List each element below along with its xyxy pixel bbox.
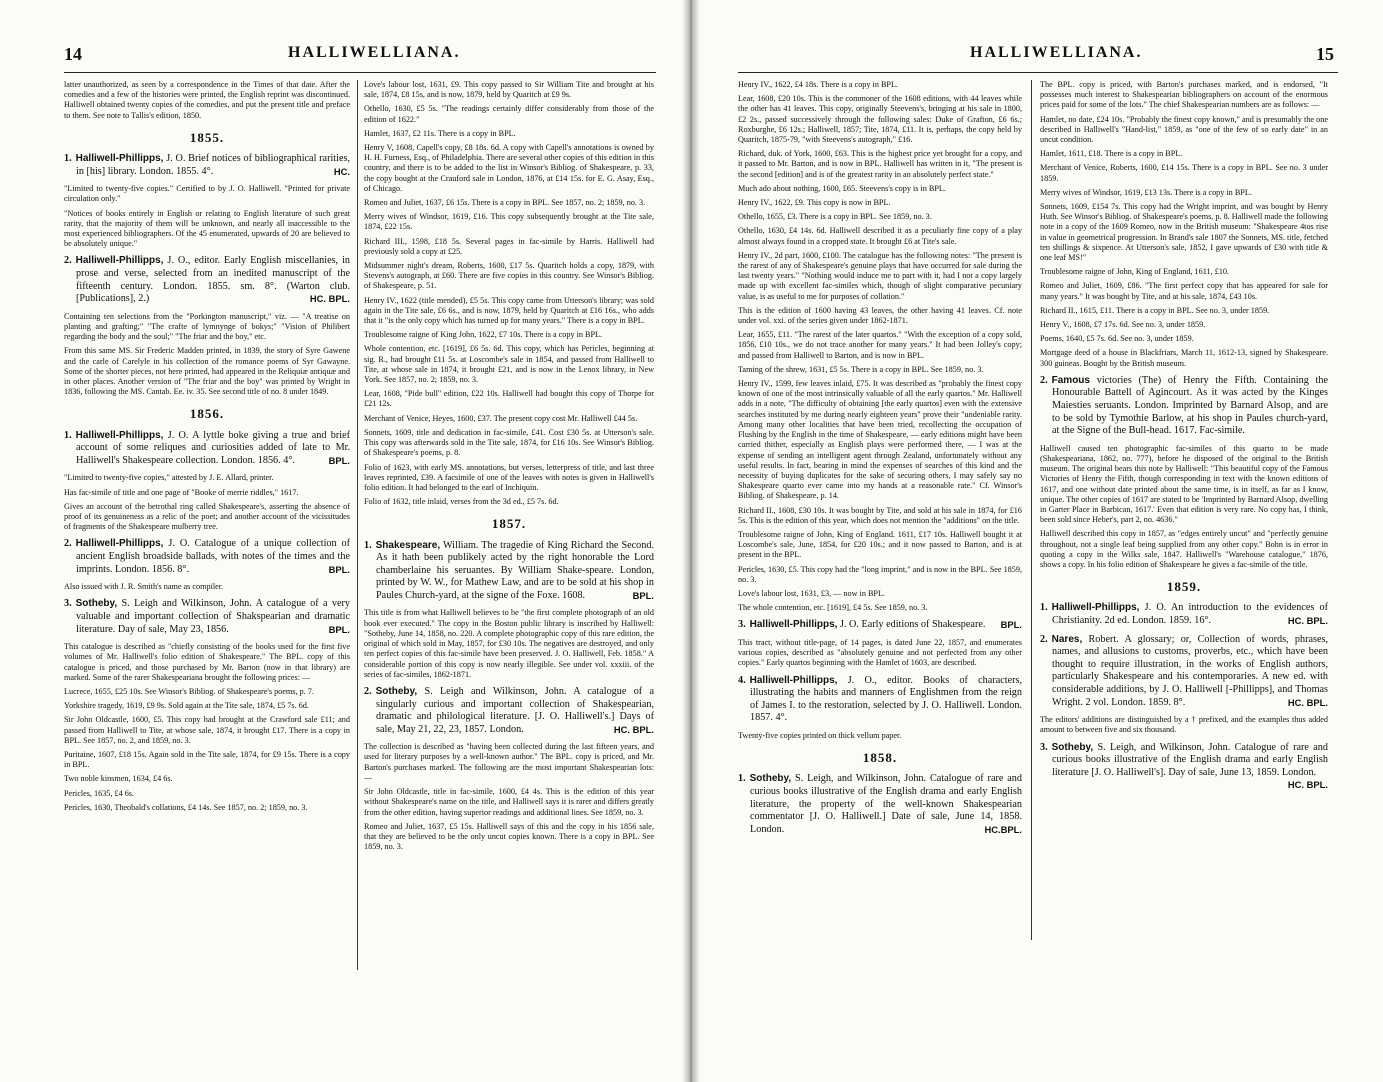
lot-note: Midsummer night's dream, Roberts, 1600, £17 5s. Quaritch holds a copy, 1879, with Stevens's autograph, at £60. There are five copies in this country. See Winsor's Bibliog. of Shakespeare, p. 51.: [364, 261, 654, 291]
entry-text: S. Leigh and Wilkinson, John. A catalogue of a very valuable and important collection of Shakspearian and dramatic literature. Day of sale, May 23, 1856.: [76, 598, 350, 635]
entry-author: Halliwell-Phillipps,: [1051, 602, 1140, 614]
entry-note: This tract, without title-page, of 14 pages, is dated June 22, 1857, and enumerates various copies, described as "absolutely genuine and not perfected from any other copies." Early quartos beginning with the Hamlet of 1603, are described.: [738, 637, 1022, 668]
entry-1859-2: [1040, 634, 1328, 710]
entry-1858-1: [738, 773, 1022, 836]
entry-number: 1.: [364, 539, 372, 551]
entry-1855-2: [64, 255, 350, 305]
lot-note: Richard II., 1608, £30 10s. It was bought by Tite, and sold at his sale in 1874, for £16 5s. This is the edition of this year, which does not mention the "additions" on the title.: [738, 505, 1022, 525]
right-column-1: [738, 80, 1022, 1070]
lot-note: Troublesome raigne of John, King of England, 1611, £10.: [1040, 267, 1230, 277]
right-column-2: [1040, 80, 1328, 1070]
lot-note: Sonnets, 1609, title and dedication in fac-simile, £41. Cost £30 5s. at Utterson's sale. This copy was afterwards sold in the Tite sale, 1874, for £16 10s. See Winsor's Bibliog. of Shakespeare's poems, p. 8.: [364, 427, 654, 458]
left-page: [0, 0, 690, 1082]
entry-note: From this same MS. Sir Frederic Madden printed, in 1839, the story of Syre Gawene and the carle of Carelyle in his collection of the romance poems of Syr Gawayne. Some of the shorter pieces, not here printed, had appeared in the Reliquiæ antiquæ and in other places. Another version of "The friar and the boy" was printed by Wright in 1836, following the MS. Cantab. Ee. iv. 35. See second title of no. 8 under 1849.: [64, 346, 350, 397]
entry-number: 2.: [64, 255, 72, 267]
lot-note: Henry IV., 1622, £9. This copy is now in BPL.: [738, 198, 891, 208]
lot-note: Merchant of Venice, Heyes, 1600, £37. The present copy cost Mr. Halliwell £44 5s.: [364, 413, 638, 423]
entry-note: Also issued with J. R. Smith's name as compiler.: [64, 582, 224, 592]
location-code: HC. BPL.: [1287, 779, 1328, 791]
entry-note: Halliwell described this copy in 1857, as "edges entirely uncut" and "perfectly genuine throughout, not a single leaf being supplied from any other copy." Bohn is in error in quoting a copy in the Wilks sale, 1847. Halliwell's "Warehouse catalogue," 1876, shows a copy. In his folio edition of Shakespeare he gives a fac-simile of the title.: [1040, 529, 1328, 570]
entry-1857-3: [738, 619, 1022, 632]
running-head-left: HALLIWELLIANA.: [288, 44, 461, 61]
entry-note: Pericles, 1630, Theobald's collations, £4 14s. See 1857, no. 2; 1859, no. 3.: [64, 802, 308, 812]
page-number-left: 14: [64, 44, 82, 64]
entry-number: 2.: [1040, 374, 1048, 386]
entry-1856-2: [64, 538, 350, 576]
lot-note: Hamlet, 1611, £18. There is a copy in BPL.: [1040, 149, 1183, 159]
entry-number: 3.: [1040, 741, 1048, 753]
lot-note: Troublesome raigne of King John, 1622, £7 10s. There is a copy in BPL.: [364, 330, 603, 340]
location-code: HC. BPL.: [309, 293, 350, 305]
entry-note: "Limited to twenty-five copies." Certified to by J. O. Halliwell. "Printed for private circulation only.": [64, 184, 350, 204]
lot-note: Henry IV., 1599, few leaves inlaid, £75. It was described as "probably the finest copy known of one of the most intrinsically valuable of all the early quartos." Mr. Halliwell adds in a note, "The difficulty of obtaining [the early quartos] even with the extensive searches instituted by me during nearly eighteen years" prove their "undeniable rarity. Among many other localities that have been tried, recollecting the occupation of Flushing by the English in the time of Shakespeare, — early editions might have been carried thither, especially as English plays were performed there, — I was at the expense of sending an intelligent agent through Zealand, unfortunately without any useful results. In fact, bearing in mind the expenses of searches of this kind and the necessity of buying duplicates for the sake of securing others, I may safely say no Shakespeare quarto ever came into my hands at a reasonable rate." Cf. Winsor's Bibliog. of Shakespeare, p. 14.: [738, 379, 1022, 501]
running-head-right: HALLIWELLIANA.: [970, 44, 1143, 61]
entry-author: Sotheby,: [749, 773, 792, 785]
entry-author: Sotheby,: [375, 685, 418, 697]
entry-text: J. O. An introduction to the evidences of Christianity. 2d ed. London. 1859. 16°.: [1052, 602, 1328, 627]
lot-note: Taming of the shrew, 1631, £5 5s. There is a copy in BPL. See 1859, no. 3.: [738, 364, 984, 374]
lot-note: Richard II., 1615, £11. There is a copy in BPL. See no. 3, under 1859.: [1040, 305, 1270, 315]
lot-note: Love's labour lost, 1631, £9. This copy passed to Sir William Tite and brought at his sale, 1874, £8 15s, and is now, 1879, held by Quaritch at £9 9s.: [364, 80, 654, 100]
location-code: HC.BPL.: [984, 823, 1022, 835]
lot-note: Richard III., 1598, £18 5s. Several pages in fac-simile by Harris. Halliwell had previously sold a copy at £25.: [364, 236, 654, 256]
entry-text: J. O., editor. Books of characters, illustrating the habits and manners of Englishmen from the reign of James I. to the restoration, selected by J. O. Halliwell. London. 1857. 4°.: [750, 674, 1022, 724]
lot-note: Othello, 1655, £3. There is a copy in BPL. See 1859, no. 3.: [738, 212, 932, 222]
lot-note: Merry wives of Windsor, 1619, £16. This copy subsequently brought at the Tite sale, 1874, £22 15s.: [364, 212, 654, 232]
lot-note: Love's labour lost, 1631, £3, — now in BPL.: [738, 588, 886, 598]
lot-note: Folio of 1623, with early MS. annotations, but verses, letterpress of title, and last three leaves reprinted, £39. A facsimile of one of the leaves with notes is given in Halliwell's folio edition. It had belonged to the earl of Inchiquin.: [364, 462, 654, 492]
entry-1855-1: [64, 153, 350, 178]
lot-note: Folio of 1632, title inlaid, verses from the 3d ed., £5 7s. 6d.: [364, 497, 559, 507]
left-column-2: [364, 80, 654, 1070]
entry-author: Halliwell-Phillipps,: [749, 619, 838, 631]
entry-author: Halliwell-Phillipps,: [749, 674, 838, 686]
entry-number: 2.: [364, 685, 372, 697]
location-code: BPL.: [328, 563, 350, 575]
entry-note: The editors' additions are distinguished by a † prefixed, and the examples thus added amount to between five and six thousand.: [1040, 715, 1328, 735]
location-code: BPL.: [328, 454, 350, 466]
lot-note: Othello, 1630, £4 14s. 6d. Halliwell described it as a peculiarly fine copy of a play almost always found in a cropped state. It brought £6 at Tite's sale.: [738, 226, 1022, 246]
lot-note: Sonnets, 1609, £154 7s. This copy had the Wright imprint, and was bought by Henry Huth. See Winsor's Bibliog. of Shakespeare's poems, p. 8. Halliwell made the following note in a copy of the 1609 Romeo, now in the British museum: "Shakespeare 4tos rise in value in geometrical progression. In Brand's sale 1807 the Sonnets, MS. title, fetched ten shillings & sixpence. At Utterson's sale, 1852, I gave upwards of £30 with title & one leaf MS!": [1040, 202, 1328, 263]
header-rule-left: [64, 72, 656, 73]
entry-author: Famous: [1051, 374, 1090, 386]
page-number-right: 15: [1316, 44, 1334, 64]
entry-1859-1: [1040, 602, 1328, 627]
year-heading-1857: 1857.: [491, 516, 527, 532]
lot-note: Lear, 1608, "Pide bull" edition, £22 10s. Halliwell had bought this copy of Thorpe for £21 12s.: [364, 389, 654, 409]
left-column-1: [64, 80, 350, 1070]
entry-1857-4: [738, 675, 1022, 725]
entry-1857-2: [364, 686, 654, 736]
location-code: BPL.: [328, 623, 350, 635]
lot-note: Othello, 1630, £5 5s. "The readings certainly differ considerably from those of the edition of 1622.": [364, 104, 654, 124]
entry-author: Halliwell-Phillipps,: [75, 255, 164, 267]
entry-note: Sir John Oldcastle, 1600, £5. This copy had brought at the Crawford sale £11; and passed from Halliwell to Tite, at whose sale, 1874, it brought £17. There is a copy in BPL. See 1857, no. 2, and 1859, no. 3.: [64, 715, 350, 745]
entry-text: S. Leigh, and Wilkinson, John. Catalogue of rare and curious books illustrative of the English drama and early English literature [J. O. Halliwell's]. Day of sale, June 13, 1859. London.: [1052, 741, 1328, 778]
entry-text: victories (The) of Henry the Fifth. Containing the Honourable Battell of Agincourt. As it was acted by the Kinges Maiesties seruants. London. Imprinted by Barnard Alsop, and are to be sold by Tymothie Barlow, at his shop in Paules church-yard, at the Signe of the Bull-head. 1617. Fac-simile.: [1052, 374, 1328, 437]
lot-note: Merchant of Venice, Roberts, 1600, £14 15s. There is a copy in BPL. See no. 3 under 1859.: [1040, 163, 1328, 183]
entry-note: Pericles, 1635, £4 6s.: [64, 788, 135, 798]
entry-text: J. O. Early editions of Shakespeare.: [839, 619, 986, 631]
column-divider-right: [1031, 80, 1032, 940]
lot-note: Troublesome raigne of John, King of England. 1611, £17 10s. Halliwell bought it at Loscombe's sale, June, 1854, for £20 10s.; and it now passed to Barton, and is at present in the BPL.: [738, 529, 1022, 560]
lot-note: Henry IV., 2d part, 1600, £100. The catalogue has the following notes: "The present is the rarest of any of Shakespeare's genuine plays that have occurred for sale during the last twenty years." "Nothing would induce me to part with it, had I not a copy largely made up with excellent fac-similes which, though of slight comparative pecuniary value, is as useful to me for purposes of collation.": [738, 250, 1022, 301]
entry-text: S. Leigh, and Wilkinson, John. Catalogue of rare and curious books illustrative of the English drama and early English literature, the property of the well-known Shakespearian commentator [J. O. Halliwell.] Date of sale, June 14, 1858. London.: [750, 773, 1022, 835]
entry-1859-3: [1040, 741, 1328, 791]
lot-note: Poems, 1640, £5 7s. 6d. See no. 3, under 1859.: [1040, 334, 1194, 344]
entry-note: Gives an account of the betrothal ring called Shakespeare's, asserting the absence of proof of its genuineness as a relic of the poet; and another account of the vicissitudes of fragments of the Shakespeare mulberry tree.: [64, 501, 350, 532]
lot-note: The BPL. copy is priced, with Barton's purchases marked, and is endorsed, "It possesses much interest to Shakespearian bibliographers on account of the enormous prices paid for some of the lots." The chief Shakespearian numbers are as follows: —: [1040, 80, 1328, 110]
location-code: BPL.: [632, 589, 654, 601]
year-heading-1856: 1856.: [189, 406, 225, 422]
lot-note: This is the edition of 1600 having 43 leaves, the other having 41 leaves. Cf. note under vol. xxi. of the series given under 1862-1871.: [738, 305, 1022, 326]
entry-note: This catalogue is described as "chiefly consisting of the books used for the first five volumes of Mr. Halliwell's folio edition of Shakespeare." The BPL. copy of this catalogue is priced, and those purchased by Mr. Barton (now in that library) are marked. Some of the rarer Shakespeariana brought the following prices: —: [64, 642, 350, 682]
lot-note: Henry IV., 1622 (title mended), £5 5s. This copy came from Utterson's library; was sold again in the Tite sale, £6 6s., and is now, 1879, held by Quaritch at £16 16s., who adds that it "is the only copy which has turned up for many years." There is a copy in BPL.: [364, 295, 654, 326]
lot-note: Pericles, 1630, £5. This copy had the "long imprint," and is now in the BPL. See 1859, no. 3.: [738, 564, 1022, 584]
location-code: BPL.: [1000, 619, 1022, 631]
entry-author: Sotheby,: [75, 598, 118, 610]
lot-note: The whole contention, etc. [1619], £4 5s. See 1859, no. 3.: [738, 603, 928, 613]
lot-note: Hamlet, 1637, £2 11s. There is a copy in BPL.: [364, 128, 516, 138]
entry-note: The collection is described as "having been collected during the last fifteen years, and used for literary purposes by a well-known author." The BPL. copy is priced, and Mr. Barton's purchases marked. The following are the most important Shakespearian lots: —: [364, 742, 654, 782]
entry-note: Halliwell caused ten photographic fac-similes of this quarto to be made (Shakespeariana, 1862, no. 777), before he disposed of the original to the British museum. The original bears this note by Halliwell: "This beautiful copy of the Famous Victories of Henry the Fifth, though corresponding in text with the known editions of 1617, and one without date printed about the same time, is in itself, as far as I know, unique. The other copies of 1617 are stated to be 'Imprinted by Barnard Alsop, dwelling in Garter Place in Barbican, 1617.' Even that edition is very rare. No copy has, I think, been sold since Heber's, part 2, no. 4636.": [1040, 443, 1328, 525]
lot-note: Romeo and Juliet, 1609, £86. "The first perfect copy that has appeared for sale for many years." It was bought by Tite, and at his sale, 1874, £43 10s.: [1040, 281, 1328, 301]
location-code: HC.: [333, 165, 350, 177]
entry-number: 2.: [64, 538, 72, 550]
entry-1856-1: [64, 430, 350, 468]
entry-number: 1.: [1040, 602, 1048, 614]
entry-note: Puritaine, 1607, £18 15s. Again sold in the Tite sale, 1874, for £9 15s. There is a copy in BPL.: [64, 750, 350, 770]
lot-note: Henry V, 1608, Capell's copy, £8 18s. 6d. A copy with Capell's annotations is owned by H. H. Furness, Esq., of Philadelphia. There are several other copies of this edition in this country, and there is to be added to the list in Winsor's Bibliog. of Shakespeare, p. 33, the copy bought at the Crauford sale in London, 1876, at £14 15s. for E. G. Asay, Esq., of Chicago.: [364, 143, 654, 193]
column-divider-left: [357, 80, 358, 970]
entry-text: J. O. Catalogue of a unique collection of ancient English broadside ballads, with notes of the times and the imprints. London. 1856. 8°.: [76, 538, 350, 575]
entry-note: Yorkshire tragedy, 1619, £9 9s. Sold again at the Tite sale, 1874, £5 7s. 6d.: [64, 701, 309, 711]
location-code: HC. BPL.: [1287, 615, 1328, 627]
entry-author: Halliwell-Phillipps,: [75, 538, 164, 550]
entry-number: 1.: [64, 429, 72, 441]
entry-number: 1.: [738, 773, 746, 785]
lot-note: Whole contention, etc. [1619], £6 5s. 6d. This copy, which has Pericles, beginning at sig. R., had brought £11 5s. at Loscombe's sale in 1854, and passed from Halliwell to Tite, at whose sale in 1874, it brought £21, and is now in the Lenox library, in New York. See 1857, no. 2; 1859, no. 3.: [364, 344, 654, 385]
entry-note: "Limited to twenty-five copies," attested by J. E. Allard, printer.: [64, 473, 274, 483]
location-code: HC. BPL.: [613, 723, 654, 735]
entry-author: Sotheby,: [1051, 741, 1094, 753]
entry-1857-1: [364, 540, 654, 603]
entry-note: Containing ten selections from the "Porkington manuscript," viz. — "A treatise on planting and grafting;" "The crafte of lymnynge of bokys;" "Vision of Philibert regarding the body and the soul;" "The friar and the boy," etc.: [64, 311, 350, 342]
lot-note: Lear, 1608, £20 10s. This is the commoner of the 1608 editions, with 44 leaves while the other has 41 leaves. This copy, originally Steevens's, bringing at his sale in 1800, £2 2s., passed successively through the following sales: Duke of Grafton, £6 6s.; Roxburghe, £6 12s.; Halliwell, 1857; Tite, 1874, £11. It is, perhaps, the copy held by Quaritch, 1875-79, "with Steevens's autograph," £16.: [738, 94, 1022, 145]
lot-note: Henry IV., 1622, £4 18s. There is a copy in BPL.: [738, 80, 899, 89]
year-heading-1858: 1858.: [862, 750, 898, 766]
entry-text: S. Leigh and Wilkinson, John. A catalogue of a singularly curious and important collection of Shakespearian, dramatic and philological literature. [J. O. Halliwell's.] Days of sale, May 21, 22, 23, 1857. London.: [376, 685, 654, 735]
lot-note: Richard, duk. of York, 1600, £63. This is the highest price yet brought for a copy, and it passed to Mr. Barton, and is now in BPL. Halliwell has written in it, "The present is the second [edition] and is of the greatest rarity in an absolutely perfect state.": [738, 149, 1022, 179]
entry-author: Halliwell-Phillipps,: [75, 153, 164, 165]
header-rule-right: [738, 72, 1338, 73]
lot-note: Much ado about nothing, 1600, £65. Steevens's copy is in BPL.: [738, 183, 946, 193]
lot-note: Hamlet, no date, £24 10s. "Probably the finest copy known," and is presumably the one described in Halliwell's "Hand-list," 1859, as "one of the few of so early date" in an uncut condition.: [1040, 114, 1328, 145]
entry-text: J. O. A lyttle boke giving a true and brief account of some reliques and curiosities added of late to Mr. Halliwell's Shakespeare collection. London. 1856. 4°.: [76, 429, 350, 466]
entry-text: J. O. Brief notices of bibliographical rarities, in [his] library. London. 1855. 4°.: [76, 153, 350, 177]
entry-number: 4.: [738, 674, 746, 686]
entry-note: Romeo and Juliet, 1637, £5 15s. Halliwell says of this and the copy in his 1856 sale, that they are believed to be the only uncut copies known. There is a copy in BPL. See 1859, no. 3.: [364, 821, 654, 852]
lot-note: Mortgage deed of a house in Blackfriars, March 11, 1612-13, signed by Shakespeare. 300 guineas. Bought by the British museum.: [1040, 348, 1328, 368]
entry-note: Two noble kinsmen, 1634, £4 6s.: [64, 774, 173, 784]
entry-text: J. O., editor. Early English miscellanies, in prose and verse, selected from an inedited manuscript of the fifteenth century. London. 1855. sm. 8°. (Warton club. [Publications], 2.): [76, 255, 350, 305]
entry-note: "Notices of books entirely in English or relating to English literature of such great rarity, that the majority of them will be unknown, and nearly all inaccessible to the most experienced bibliographers. Of the 45 enumerated, upwards of 20 are believed to be absolutely unique.": [64, 208, 350, 249]
entry-author: Shakespeare,: [375, 539, 441, 551]
entry-author: Nares,: [1051, 633, 1083, 645]
entry-number: 2.: [1040, 633, 1048, 645]
entry-note: Sir John Oldcastle, title in fac-simile, 1600, £4 4s. This is the edition of this year without Shakespeare's name on the title, and Halliwell says it is rarer and differs greatly from the other edition, having superior readings and additional lines. See 1859, no. 3.: [364, 787, 654, 817]
entry-1858-2: [1040, 375, 1328, 438]
lot-note: Merry wives of Windsor, 1619, £13 13s. There is a copy in BPL.: [1040, 187, 1252, 197]
lot-note: Lear, 1655, £11. "The rarest of the later quartos." "With the exception of a copy sold, 1856, £10 10s., we do not trace another for many years." It had been Jolley's copy; and passed from Halliwell to Barton, and is now in BPL.: [738, 330, 1022, 360]
book-gutter: [682, 0, 700, 1082]
lot-note: Romeo and Juliet, 1637, £6 15s. There is a copy in BPL. See 1857, no. 2; 1859, no. 3.: [364, 198, 646, 208]
entry-number: 1.: [64, 153, 72, 165]
entry-author: Halliwell-Phillipps,: [75, 429, 164, 441]
year-heading-1859: 1859.: [1166, 579, 1202, 595]
entry-text: William. The tragedie of King Richard the Second. As it hath been publikely acted by the right honorable the Lord chamberlaine his seruantes. By William Shake-speare. London, printed by W. W., for Mathew Law, and are to be sold at his shop in Paules Church-yard, at the signe of the Foxe. 1608.: [376, 539, 654, 601]
lot-note: Henry V., 1608, £7 17s. 6d. See no. 3, under 1859.: [1040, 320, 1206, 330]
top-note: latter unauthorized, as seen by a correspondence in the Times of that date. After the comedies and a few of the histories were printed, the English reprint was discontinued. Halliwell obtained twenty copies of the comedies, and put the present title and preface to them. See note to Tallis's edition, 1850.: [64, 80, 350, 120]
entry-note: Lucrece, 1655, £25 10s. See Winsor's Bibliog. of Shakespeare's poems, p. 7.: [64, 687, 314, 696]
entry-number: 3.: [64, 598, 72, 610]
entry-text: Robert. A glossary; or, Collection of words, phrases, names, and allusions to customs, proverbs, etc., which have been thought to require illustration, in the works of English authors, particularly Shakespeare and his contemporaries. A new ed. with considerable additions, by J. O. Halliwell [-Phillipps], and Thomas Wright. 2 vol. London. 1859. 8°.: [1052, 633, 1328, 708]
location-code: HC. BPL.: [1287, 696, 1328, 708]
entry-number: 3.: [738, 619, 746, 631]
entry-1856-3: [64, 598, 350, 636]
entry-note: This title is from what Halliwell believes to be "the first complete photograph of an old book ever executed." The copy in the Boston public library is inscribed by Halliwell: "Sotheby, June 14, 1858, no. 220. A complete photographic copy of this rare edition, the original of which sold in May, 1857, for £30 10s. The negatives are destroyed, and only ten perfect copies of this fac-simile have been preserved. J. O. Halliwell, Feb. 1858." A considerable portion of this copy is now nearly illegible. See under vol. xxxiii. of the series of fac-similes, 1862-1871.: [364, 608, 654, 679]
year-heading-1855: 1855.: [189, 129, 225, 145]
entry-note: Has fac-simile of title and one page of "Booke of merrie riddles," 1617.: [64, 487, 299, 497]
entry-note: Twenty-five copies printed on thick vellum paper.: [738, 730, 902, 740]
